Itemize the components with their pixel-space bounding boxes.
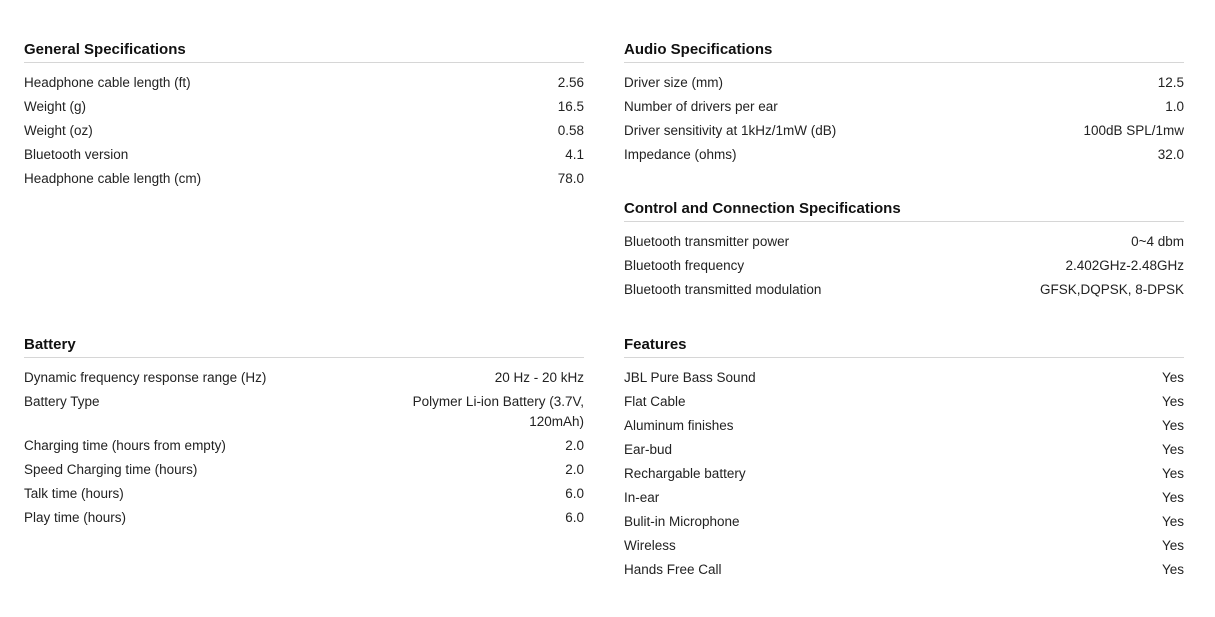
section-title: Battery [24, 335, 584, 358]
section-title: Control and Connection Specifications [624, 199, 1184, 222]
spec-label: Talk time (hours) [24, 486, 124, 501]
spec-value: Yes [1161, 466, 1184, 481]
spec-row [24, 392, 584, 432]
spec-value: Yes [1161, 442, 1184, 457]
spec-value: Yes [1161, 418, 1184, 433]
spec-label: Charging time (hours from empty) [24, 438, 226, 453]
section-title: Features [624, 335, 1184, 358]
spec-row [624, 121, 1184, 141]
spec-row [624, 97, 1184, 117]
spec-label: Bluetooth frequency [624, 258, 745, 273]
spec-row [24, 460, 584, 480]
spec-row [624, 392, 1184, 412]
spec-label: Weight (oz) [24, 123, 93, 138]
spec-value: 20 Hz - 20 kHz [494, 370, 584, 385]
spec-value: Yes [1161, 538, 1184, 553]
spec-row [624, 73, 1184, 93]
spec-row [624, 232, 1184, 252]
spec-label: Driver size (mm) [624, 75, 723, 90]
spec-value: 1.0 [1165, 99, 1184, 114]
spec-label: Bluetooth transmitter power [624, 234, 790, 249]
spec-label: Dynamic frequency response range (Hz) [24, 370, 267, 385]
spec-row [24, 121, 584, 141]
spec-value: 0~4 dbm [1131, 234, 1184, 249]
spec-label: In-ear [624, 490, 660, 505]
features-section [624, 335, 1184, 584]
audio-specifications-section [624, 40, 1184, 169]
spec-label: Speed Charging time (hours) [24, 462, 198, 477]
spec-value: 2.0 [565, 438, 584, 453]
spec-value: 12.5 [1157, 75, 1184, 90]
spec-row [24, 368, 584, 388]
spec-value: GFSK,DQPSK, 8-DPSK [1039, 282, 1184, 297]
section-title: General Specifications [24, 40, 584, 63]
spec-value: 6.0 [565, 486, 584, 501]
spec-label: Number of drivers per ear [624, 99, 778, 114]
spec-label: Weight (g) [24, 99, 87, 114]
control-connection-specifications-section [624, 199, 1184, 304]
spec-value: Yes [1161, 370, 1184, 385]
spec-label: Bulit-in Microphone [624, 514, 740, 529]
spec-value: 0.58 [557, 123, 584, 138]
spec-row [24, 73, 584, 93]
spec-row [624, 368, 1184, 388]
spec-row [624, 145, 1184, 165]
spec-value: 6.0 [565, 510, 584, 525]
spec-row [624, 416, 1184, 436]
spec-value: 2.0 [565, 462, 584, 477]
spec-label: Play time (hours) [24, 510, 127, 525]
spec-label: JBL Pure Bass Sound [624, 370, 756, 385]
spec-value: 78.0 [557, 171, 584, 186]
battery-section [24, 335, 584, 532]
spec-row [24, 169, 584, 189]
spec-label: Flat Cable [624, 394, 686, 409]
spec-value: Yes [1161, 562, 1184, 577]
spec-row [624, 464, 1184, 484]
spec-label: Wireless [624, 538, 676, 553]
spec-row [624, 560, 1184, 580]
spec-value: Polymer Li-ion Battery (3.7V, 120mAh) [412, 394, 584, 429]
spec-value: 16.5 [557, 99, 584, 114]
spec-value: 100dB SPL/1mw [1083, 123, 1184, 138]
spec-label: Battery Type [24, 394, 100, 409]
spec-row [624, 280, 1184, 300]
spec-row [24, 145, 584, 165]
spec-label: Headphone cable length (cm) [24, 171, 202, 186]
spec-label: Driver sensitivity at 1kHz/1mW (dB) [624, 123, 837, 138]
spec-row [624, 440, 1184, 460]
spec-value: Yes [1161, 514, 1184, 529]
spec-label: Rechargable battery [624, 466, 746, 481]
spec-value: Yes [1161, 394, 1184, 409]
spec-label: Impedance (ohms) [624, 147, 737, 162]
spec-label: Aluminum finishes [624, 418, 734, 433]
general-specifications-section [24, 40, 584, 193]
spec-row [24, 97, 584, 117]
spec-label: Bluetooth version [24, 147, 129, 162]
spec-value: Yes [1161, 490, 1184, 505]
spec-row [24, 436, 584, 456]
spec-label: Bluetooth transmitted modulation [624, 282, 822, 297]
spec-value: 4.1 [565, 147, 584, 162]
section-title: Audio Specifications [624, 40, 1184, 63]
spec-label: Hands Free Call [624, 562, 722, 577]
spec-value: 2.56 [557, 75, 584, 90]
spec-label: Ear-bud [624, 442, 673, 457]
spec-value: 2.402GHz-2.48GHz [1065, 258, 1184, 273]
spec-row [624, 536, 1184, 556]
spec-label: Headphone cable length (ft) [24, 75, 191, 90]
spec-row [624, 256, 1184, 276]
spec-row [24, 508, 584, 528]
spec-row [624, 488, 1184, 508]
spec-value: 32.0 [1157, 147, 1184, 162]
spec-row [624, 512, 1184, 532]
spec-row [24, 484, 584, 504]
